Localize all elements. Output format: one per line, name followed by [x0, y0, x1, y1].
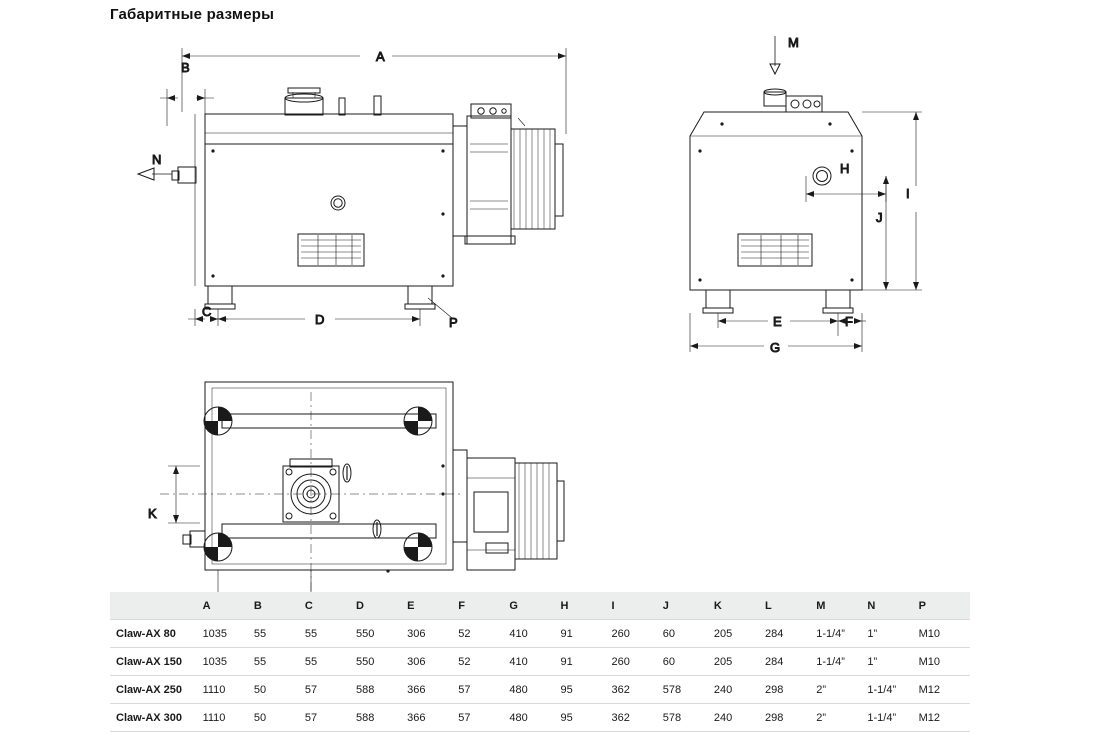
row-model: Claw-AX 250 [116, 683, 183, 696]
cell-N: 1” [867, 627, 878, 640]
cell-P: M10 [918, 627, 940, 640]
table-row [110, 676, 970, 704]
cell-F: 57 [458, 711, 471, 724]
table-row [110, 704, 970, 732]
cell-L: 298 [765, 711, 784, 724]
cell-H: 95 [560, 683, 573, 696]
cell-J: 578 [662, 711, 682, 724]
cell-L: 284 [765, 655, 784, 668]
th-G: G [509, 599, 518, 612]
cell-K: 240 [713, 683, 733, 696]
cell-N: 1” [867, 655, 878, 668]
label-B: B [181, 60, 190, 75]
label-I: I [906, 186, 910, 201]
page-title: Габаритные размеры [110, 6, 275, 23]
cell-H: 91 [560, 627, 573, 640]
cell-D: 550 [355, 627, 375, 640]
cell-M: 1-1/4” [816, 627, 845, 640]
side-view-drawing [138, 48, 566, 326]
cell-F: 52 [458, 627, 471, 640]
label-F: F [845, 314, 853, 329]
label-P: P [449, 315, 458, 330]
table-row [110, 620, 970, 648]
th-L: L [765, 599, 772, 612]
cell-K: 205 [713, 627, 733, 640]
th-P: P [918, 599, 926, 612]
cell-M: 1-1/4” [816, 655, 845, 668]
cell-B: 55 [253, 655, 267, 668]
cell-L: 284 [765, 627, 784, 640]
cell-A: 1110 [202, 711, 226, 724]
th-K: K [713, 599, 722, 612]
th-E: E [407, 599, 415, 612]
cell-B: 50 [253, 683, 267, 696]
cell-I: 362 [611, 683, 630, 696]
th-I: I [611, 599, 615, 612]
th-M: M [816, 599, 826, 612]
th-B: B [253, 599, 262, 612]
front-view-drawing [690, 36, 922, 352]
cell-F: 52 [458, 655, 471, 668]
table-header [110, 592, 970, 620]
cell-D: 550 [355, 655, 375, 668]
cell-G: 480 [509, 683, 528, 696]
label-N: N [152, 152, 162, 167]
label-C: C [202, 304, 212, 319]
th-H: H [560, 599, 569, 612]
th-D: D [355, 599, 364, 612]
cell-L: 298 [765, 683, 784, 696]
cell-A: 1110 [202, 683, 226, 696]
th-F: F [458, 599, 466, 612]
top-view-drawing [160, 382, 564, 610]
cell-C: 55 [304, 655, 318, 668]
cell-P: M12 [918, 683, 940, 696]
cell-H: 91 [560, 655, 573, 668]
cell-A: 1035 [202, 655, 228, 668]
cell-H: 95 [560, 711, 573, 724]
label-J: J [876, 210, 883, 225]
cell-I: 362 [611, 711, 630, 724]
cell-A: 1035 [202, 627, 228, 640]
cell-E: 306 [407, 627, 426, 640]
cell-D: 588 [355, 711, 375, 724]
cell-M: 2” [816, 711, 826, 724]
th-A: A [202, 599, 211, 612]
th-J: J [662, 599, 669, 612]
cell-K: 240 [713, 711, 733, 724]
cell-E: 366 [407, 683, 426, 696]
cell-C: 57 [304, 711, 318, 724]
th-N: N [867, 599, 876, 612]
table-header-row [110, 592, 970, 620]
th-C: C [304, 599, 313, 612]
cell-E: 306 [407, 655, 426, 668]
cell-G: 480 [509, 711, 528, 724]
label-L: L [245, 595, 253, 610]
cell-E: 366 [407, 711, 426, 724]
label-M: M [788, 35, 799, 50]
dimension-drawings [0, 26, 1095, 610]
dimensions-table [110, 592, 970, 732]
cell-N: 1-1/4” [867, 711, 897, 724]
cell-C: 55 [304, 627, 318, 640]
label-A: A [376, 49, 385, 64]
label-E: E [773, 314, 782, 329]
cell-J: 60 [662, 655, 675, 668]
cell-M: 2” [816, 683, 826, 696]
cell-J: 578 [662, 683, 682, 696]
cell-B: 50 [253, 711, 267, 724]
table-body [110, 620, 970, 732]
cell-B: 55 [253, 627, 267, 640]
row-model: Claw-AX 80 [116, 627, 176, 640]
cell-C: 57 [304, 683, 318, 696]
label-K: K [148, 506, 157, 521]
table-row [110, 648, 970, 676]
th-model [110, 592, 203, 620]
cell-F: 57 [458, 683, 471, 696]
label-G: G [770, 340, 781, 355]
row-model: Claw-AX 150 [116, 655, 183, 668]
cell-N: 1-1/4” [867, 683, 897, 696]
cell-G: 410 [509, 655, 528, 668]
cell-P: M12 [918, 711, 940, 724]
cell-D: 588 [355, 683, 375, 696]
cell-P: M10 [918, 655, 940, 668]
cell-K: 205 [713, 655, 733, 668]
cell-G: 410 [509, 627, 528, 640]
label-H: H [840, 161, 850, 176]
cell-I: 260 [611, 655, 630, 668]
cell-J: 60 [662, 627, 675, 640]
cell-I: 260 [611, 627, 630, 640]
row-model: Claw-AX 300 [116, 711, 183, 724]
label-D: D [315, 312, 325, 327]
